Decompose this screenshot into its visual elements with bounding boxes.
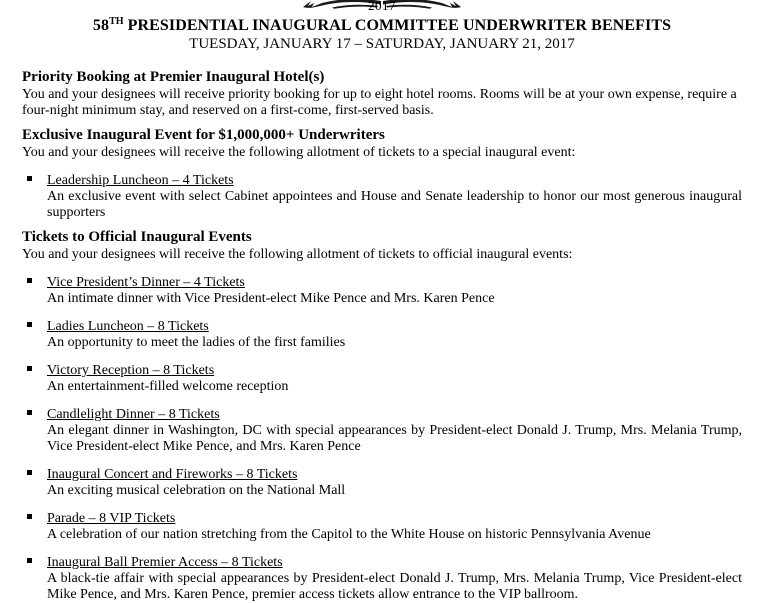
list-item — [22, 465, 742, 499]
inaugural-logo-inner — [287, 0, 477, 12]
section-intro: You and your designees will receive priority booking for up to eight hotel rooms. Rooms will be at your own expense, require a four-night minimum stay, and reserved on a first-come, first-served basis. — [22, 87, 737, 118]
inaugural-logo-partial — [0, 0, 764, 12]
list-item-body — [47, 361, 742, 395]
square-bullet-icon — [27, 176, 32, 181]
event-title: Victory Reception – 8 Tickets — [47, 363, 215, 378]
section-intro: You and your designees will receive the following allotment of tickets to official inaugural events: — [22, 247, 573, 262]
list-item — [22, 509, 742, 543]
list-item — [22, 317, 742, 351]
list-item — [22, 553, 742, 603]
event-title: Candlelight Dinner – 8 Tickets — [47, 407, 220, 422]
event-description: An opportunity to meet the ladies of the first families — [47, 335, 346, 350]
square-bullet-icon — [27, 410, 32, 415]
square-bullet-icon — [27, 558, 32, 563]
section-intro: You and your designees will receive the following allotment of tickets to a special inaugural event: — [22, 145, 576, 160]
title-ordinal-superscript: TH — [109, 16, 124, 27]
benefit-list — [22, 273, 742, 603]
section-heading: Exclusive Inaugural Event for $1,000,000+ Underwriters — [22, 127, 385, 143]
document-body — [0, 69, 764, 603]
event-title: Parade – 8 VIP Tickets — [47, 511, 176, 526]
emblem-year: 2017 — [368, 0, 396, 13]
square-bullet-icon — [27, 322, 32, 327]
section-exclusive-event — [22, 127, 742, 221]
list-item-body — [47, 317, 742, 351]
list-item-body — [47, 553, 742, 603]
event-description: A celebration of our nation stretching from the Capitol to the White House on historic Pennsylvania Avenue — [47, 527, 651, 542]
event-description: An intimate dinner with Vice President-elect Mike Pence and Mrs. Karen Pence — [47, 291, 495, 306]
document-title — [0, 13, 764, 35]
event-description: An exciting musical celebration on the National Mall — [47, 483, 346, 498]
section-priority-booking — [22, 69, 742, 119]
event-title: Inaugural Concert and Fireworks – 8 Tickets — [47, 467, 298, 482]
event-title: Vice President’s Dinner – 4 Tickets — [47, 275, 245, 290]
list-item — [22, 273, 742, 307]
list-item — [22, 361, 742, 395]
event-description: An exclusive event with select Cabinet appointees and House and Senate leadership to honor our most generous inaugural supporters — [47, 189, 742, 220]
document-subtitle: TUESDAY, JANUARY 17 – SATURDAY, JANUARY 21, 2017 — [189, 36, 575, 52]
benefit-list — [22, 171, 742, 221]
event-title: Leadership Luncheon – 4 Tickets — [47, 173, 234, 188]
section-official-events — [22, 229, 742, 603]
event-description: A black-tie affair with special appearances by President-elect Donald J. Trump, Mrs. Melania Trump, Vice President-elect Mike Pence, and Mrs. Karen Pence, premier access tickets allow entrance to the VIP ballroom. — [47, 571, 742, 602]
event-title: Inaugural Ball Premier Access – 8 Tickets — [47, 555, 283, 570]
section-heading: Tickets to Official Inaugural Events — [22, 229, 252, 245]
square-bullet-icon — [27, 278, 32, 283]
list-item-body — [47, 465, 742, 499]
event-description: An entertainment-filled welcome reception — [47, 379, 289, 394]
list-item — [22, 171, 742, 221]
list-item-body — [47, 405, 742, 455]
square-bullet-icon — [27, 514, 32, 519]
document-header — [0, 0, 764, 54]
section-heading: Priority Booking at Premier Inaugural Hotel(s) — [22, 69, 325, 85]
title-text: PRESIDENTIAL INAUGURAL COMMITTEE UNDERWRITER BENEFITS — [123, 17, 672, 34]
square-bullet-icon — [27, 470, 32, 475]
list-item — [22, 405, 742, 455]
event-title: Ladies Luncheon – 8 Tickets — [47, 319, 209, 334]
event-description: An elegant dinner in Washington, DC with special appearances by President-elect Donald J. Trump, Mrs. Melania Trump, Vice President-elect Mike Pence, and Mrs. Karen Pence — [47, 423, 742, 454]
list-item-body — [47, 273, 742, 307]
square-bullet-icon — [27, 366, 32, 371]
list-item-body — [47, 171, 742, 221]
title-prefix: 58 — [92, 17, 110, 34]
list-item-body — [47, 509, 742, 543]
